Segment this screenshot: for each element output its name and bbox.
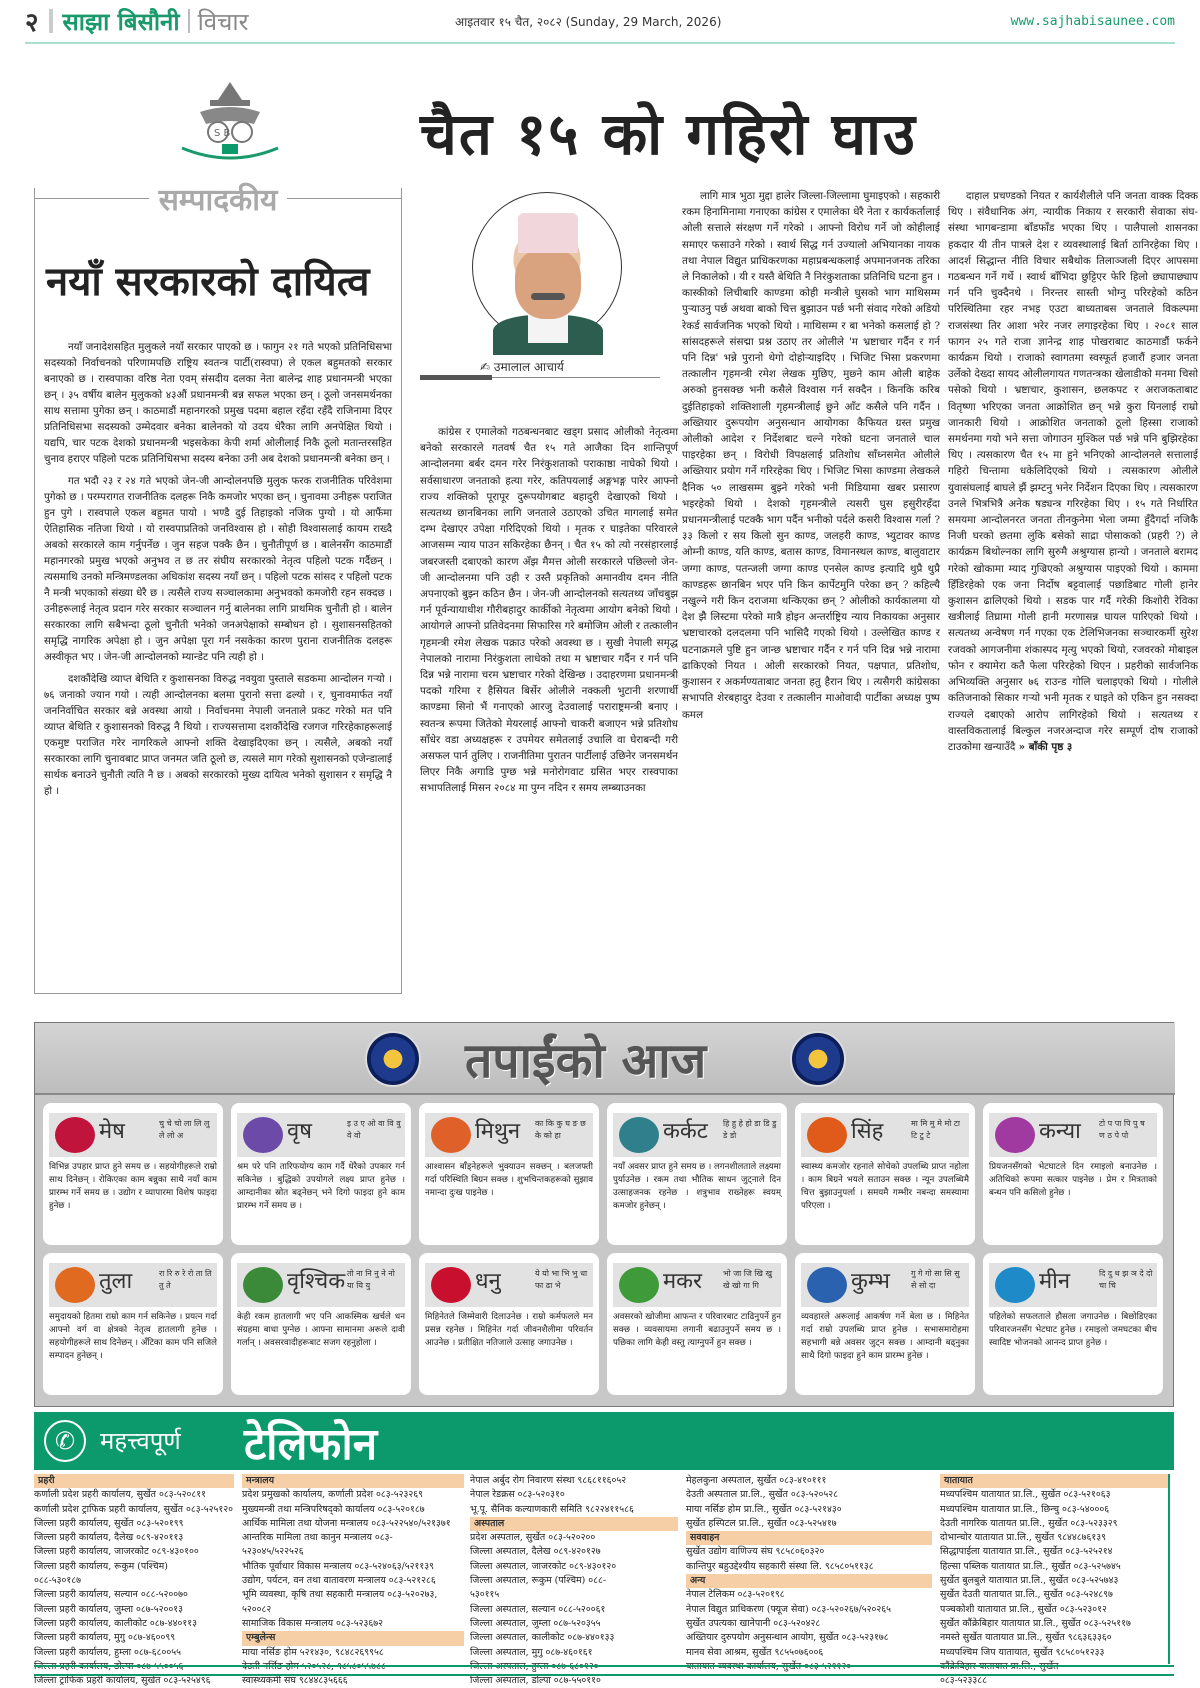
directory-entry: कौंक्रेबिहार यातायात प्रा.लि., सुर्खेत: [940, 1660, 1059, 1672]
directory-entry: आन्तरिक मामिला तथा कानुन मन्त्रालय ०८३-: [242, 1532, 393, 1544]
directory-entry: ५२३०४५/५२२५२६: [242, 1546, 304, 1558]
horoscope-card-header: [613, 1113, 781, 1157]
article-headline: चैत १५ को गहिरो घाउ: [420, 100, 917, 168]
horoscope-card-header: [989, 1263, 1157, 1307]
directory-entry: नेपाल विद्युत प्राधिकरण (फ्यूज सेवा) ०८३-५२०२६७/५२०२६५: [686, 1603, 892, 1615]
page-number: २: [25, 8, 39, 38]
zodiac-letters: का कि कु घ ङ छ के को हा: [535, 1119, 586, 1140]
zodiac-letters: रा रि रु रे रो ता ति तु ते: [159, 1269, 212, 1290]
directory-entry: जिल्ला अस्पताल, कालीकोट ०८७-४४०१३३: [470, 1632, 615, 1644]
horoscope-text: विभिन्न उपहार प्राप्त हुने समय छ । सहयोगीहरूले राम्रो साथ दिनेछन् । रोकिएका काम बन्नुका साथै नयाँ काम प्रारम्भ गर्ने समय छ । उद्योग र व्यापारमा विशेष फाइदा हुनेछ ।: [49, 1162, 217, 1211]
horoscope-card-header: [613, 1263, 781, 1307]
directory-heading: यातायात: [940, 1474, 1168, 1488]
article-column-2: लागि मात्र भुठा मुद्दा हालेर जिल्ला-जिल्लामा घुमाइएको । सहकारी रकम हिनामिनामा गनाएका कांग्रेस र एमालेका धेरै नेता र कार्यकर्तालाई ओली सत्ताले संरक्षण गर्ने गरेको । आफ्नो विरोध गर्ने जो कोहीलाई समाएर फसाउने गरेको । स्वार्थ सिद्ध गर्न उज्यालो अभियानका नायक तथा नेपाल विद्युत प्राधिकरणका महाप्रबन्धकलाई अपमानजनक तरिका ले निकालेको । यी र यस्तै बेथिति नै निरंकुशताका प्रतिनिधि घटना हुन । कास्कीको लिचीबारि काण्डमा कोही मन्त्रीले घुसको भाग माथिसम्म पुऱ्याउनु पर्छ अथवा बाको चित्त बुझाउन पर्छ भनी संवाद गरेको अडियो रेकर्ड सार्वजनिक भएको थियो । माथिसम्म र बा भनेको कसलाई हो ? सांसदहरूले संसद्मा प्रश्न उठाए तर ओलीले 'म भ्रष्टाचार गर्दैन र गर्न पनि दिन्न' भन्ने पुरानो थेगो दोहोऱ्याइदिए । भिजिट भिसा प्रकरणमा तत्कालीन गृहमन्त्री रमेश लेखक मुछिए, मुछ्ने काम ओली बाहेक अरुको हुनसक्छ भनी कसैले विश्वास गर्न सक्दैन । किनकि करिब दुईतिहाइको शक्तिशाली गृहमन्त्रीलाई छुने आँट कसैले पनि गर्दैन । अख्तियार दुरूपयोग अनुसन्धान आयोगका कैफियत ग्रस्त प्रमुख ओलीको आदेश र निर्देशबाट चल्ने गरेको घटना जनताले चाल पाइरहेका छन् । विरोधी विपक्षलाई प्रतिशोध साँध्नसमेत ओलीले अख्तियार प्रयोग गर्ने गरिरहेका थिए । भिजिट भिसा काण्डमा लेखकले दैनिक ५० लाखसम्म बुझ्ने गरेको भनी मिडियामा खबर प्रसारण भइरहेको थियो । देशको गृहमन्त्रीले त्यसरी घुस हसुरीरहँदा प्रधानमन्त्रीलाई पटक्कै भाग पर्दैन भनीको पर्दले कसरी विश्वास गर्ला ? ३३ किलो र सय किलो सुन काण्ड, जलहरी काण्ड, भ्युटावर काण्ड ओम्नी काण्ड, यति काण्ड, बतास काण्ड, विमानस्थल काण्ड, बालुवाटार जग्गा काण्ड, पतन्जली जग्गा काण्ड एनसेल काण्ड इत्यादि थुप्रै थुप्रै काण्डहरू छानबिन भएर पनि किन कार्पेटमुनि परेका छन् ? कहिल्यै नखुल्ने गरी किन दराजमा थन्किएका छन् ? ओलीको कार्यकालमा यो देश झेै लिस्टमा परेको मात्रै होइन अन्तर्राष्ट्रिय न्याय निकायका अनुसार भ्रष्टाचारको दलदलमा पनि भासिदै गएको थियो । उल्लेखित काण्ड र घटनाक्रमले पुष्टि हुन जान्छ भ्रष्टाचार गर्दैन र गर्न पनि दिन्न भन्ने नारामा ढाकिएको नियत । ओली सरकारको नियत, पक्षपात, प्रतिशोध, कुशासन र अकर्मण्यताबाट जनता हतु हैरान थिए । त्यसैगरी कांग्रेसका सभापति शेरबहादुर देउवा र तत्कालीन माओवादी पार्टीका अध्यक्ष पुष्प कमल: [682, 190, 940, 721]
directory-column: [242, 1474, 464, 1687]
svg-text:S B: S B: [214, 128, 231, 139]
horoscope-section: [34, 1022, 1174, 1407]
horoscope-card-header: [425, 1263, 593, 1307]
directory-entry: जिल्ला प्रहरी कार्यालय, सल्यान ०८८-५२००७०: [34, 1589, 188, 1601]
zodiac-sign-icon: [55, 1267, 95, 1303]
directory-entry: नेपाल अर्बुद रोग निवारण संस्था ९८६८११६०५२: [470, 1475, 627, 1486]
issue-date: आइतवार १५ चैत, २०८२ (Sunday, 29 March, 2026): [455, 14, 722, 29]
horoscope-text: पहिलेको सफलताले हौसला जगाउनेछ । बिछोडिएका परिवारजनसँग भेटघाट हुनेछ । रमाइलो जमघटका बीच स्वादिष्ट भोजनको आनन्द प्राप्त हुनेछ ।: [989, 1312, 1157, 1348]
directory-entry: जिल्ला प्रहरी कार्यालय, डोल्पा ०८७-५५००५६: [34, 1660, 184, 1672]
author-byline: ✍ उमालाल आचार्य: [480, 360, 564, 374]
website-link[interactable]: www.sajhabisaunee.com: [1010, 13, 1175, 29]
directory-entry: सुर्खेत उपत्यका खानेपानी ०८३-५२०४२८: [686, 1617, 821, 1629]
horoscope-card: [419, 1103, 599, 1245]
directory-entry: जिल्ला ट्राफिक प्रहरी कार्यालय, सुर्खेत ०८३-५२५४९६: [34, 1675, 211, 1687]
horoscope-card-header: [49, 1263, 217, 1307]
directory-entry: ५३०११५: [470, 1589, 500, 1601]
zodiac-sign-name: धनु: [475, 1269, 501, 1294]
zodiac-sign-icon: [619, 1117, 659, 1153]
zodiac-letters: मा मि मु मे मो टा टि टु टे: [911, 1119, 960, 1140]
pen-icon: ✍: [480, 360, 494, 374]
directory-entry: सुर्खेत कौंक्रेबिहार यातायात प्रा.लि., सुर्खेत ०८३-५२५११७: [940, 1617, 1131, 1629]
directory-entry: जिल्ला अस्पताल, हुम्ला ०८७-६८०१२०: [470, 1660, 599, 1672]
directory-heading: प्रहरी: [34, 1474, 234, 1488]
directory-rule: [34, 1665, 1174, 1667]
horoscope-card-header: [237, 1113, 405, 1157]
horoscope-card: [795, 1103, 975, 1245]
directory-column: [470, 1474, 678, 1687]
phone-icon: ✆: [44, 1420, 86, 1462]
directory-entry: जिल्ला अस्पताल, डोल्पा ०८७-५५०११०: [470, 1675, 601, 1687]
directory-entry: जिल्ला प्रहरी कार्यालय, मुगु ०८७-४६००९९: [34, 1632, 176, 1644]
zodiac-wheel-icon: [790, 1031, 846, 1087]
directory-entry: माया नर्सिङ होम ५२१४३०, ९८४८२६९९५८: [242, 1646, 384, 1658]
paper-logo-icon: [170, 78, 290, 168]
directory-entry: मध्यपश्चिम जिप यातायात, सुर्खेत ९८५८०५१२३३: [940, 1646, 1105, 1658]
article-column-3: दाहाल प्रचण्डको नियत र कार्यशैलीले पनि जनता वाक्क दिक्क थिए । संवैधानिक अंग, न्यायीक निकाय र सरकारी सेवाका संघ-संस्था भागबन्डामा बाँडफाँड भएका थिए । पालैपालो शासनका हकदार यी तीन पात्रले देश र व्यवस्थालाई बिर्ता ठानिरहेका थिए । आदर्श सिद्धान्त नीति विचार सबैथोक तिलाञ्जली दिएर आपसमा गठबन्धन गर्ने गर्थे । स्वार्थ बाँभिदा छुट्टिएर फेरि हिलो छ्यापाछ्याप गर्न पनि चुक्दैनथे । निरन्तर सास्ती भोग्नु परिरहेको कठिन परिस्थितिमा रहर नभइ एउटा बाध्यताबस जनताले विकल्पमा राजसंस्था तिर आशा भरेर नजर लगाइरहेका थिए । २०८१ साल फागन २५ गते राजा ज्ञानेन्द्र शाह पोखराबाट काठमाडौं फर्कने कार्यक्रम थियो । राजाको स्वागतमा स्वस्फूर्त हजारौं हजार जनता उर्लेको देख्दा सायद ओलीलगायत गणतन्त्रका खेलाडीको मनमा चिसो पसेको थियो । भ्रष्टाचार, कुशासन, छलकपट र अराजकताबाट वितृष्णा भरिएका जनता आक्रोशित छन् भन्ने कुरा यिनलाई राम्रो जानकारी थियो । आक्रोशित जनताको ठूलो हिस्सा राजाको समर्थनमा गयो भने सत्ता जोगाउन मुश्किल पर्छ भन्ने पनि बुझिरहेका थिए । त्यसकारण चैत १५ मा हुने भनिएको आन्दोलनले सत्तालाई गहिरो चिन्तामा धकेलिदिएको थियो । त्यसकारण ओलीले युवासंघलाई बाघले झैं झम्टनु भनेर निर्देशन दिएका थिए । त्यसकारण उनले भित्रभित्रै अनेक षड्यन्त्र गरिरहेका थिए । १५ गते निर्धारित समयमा आन्दोलनरत जनता तीनकुनेमा भेला जम्मा हुँदैगर्दा नजिकै निजी घरको छतमा लुकि बसेको साद्रा पोसाकको (प्रहरी ?) ले कार्यक्रम बिथोल्नका लागि सुरुमै अश्रुग्यास हान्यो । जनताले बरामद गरेको खोकामा म्याद गुज्रिएको अश्रुग्यास पाइएको थियो । काममा हिँडिरहेको एक जना निर्दोष बट्टवालाई पछाडिबाट गोली हानेर कुशासन ढालिएको थियो । सडक पार गर्दै गरेकी किशोरी रेविका खत्रीलाई तिघ्रामा गोली हानी मरणासन्न घायल पारिएको थियो । सत्यतथ्य अन्वेषण गर्न गएका एक टेलिभिजनका सञ्चारकर्मी सुरेश रजवको आगजनीमा शंकास्पद मृत्यु भएको थियो, रजवरको मोबाइल फोन र क्यामेरा कतै फेला परिरहेको थिएन । प्रहरीको सार्वजनिक अभिव्यक्ति अनुसार ७६ राउन्ड गोलि चलाइएको थियो । गोलीले कतिजनाको सिकार गऱ्यो भनी मृतक र घाइते को एकिन हुन नसक्दा राज्यले दबाएको आरोप लागिरहेको थियो । सत्यतथ्य र वास्तविकतालाई बिल्कुल नजरअन्दाज गरेर सम्पूर्ण दोष राजाको टाउकोमा खन्याउँदै » बाँकी पृष्ठ ३: [948, 190, 1198, 753]
directory-entry: उद्योग, पर्यटन, वन तथा वातावरण मन्त्रालय ०८३-५२१२८६: [242, 1575, 436, 1587]
editorial-paragraph: नयाँ जनादेशसहित मुलुकले नयाँ सरकार पाएको छ । फागुन २१ गते भएको प्रतिनिधिसभा सदस्यको निर्वाचनको परिणामपछि राष्ट्रिय स्वतन्त्र पार्टी(रास्वपा) ले एकल बहुमतको सरकार बनाएको छ । रास्वपाका वरिष्ठ नेता एवम् संसदीय दलका नेता बालेन्द्र शाह प्रधानमन्त्री भएका छन् । ३५ वर्षीय बालेन मुलुकको ४३औं प्रधानमन्त्री बन्न सफल भएका छन् । ठूलो जनसमर्थनका साथ सत्तामा पुगेका छन् । काठमाडौं महानगरको प्रमुख पदमा बहाल रहँदा रहँदै राजिनामा दिएर प्रतिनिधिसभा सदस्यको उम्मेदवार बनेका बालेनको यो उदय धेरैका लागि अनपेक्षित थियो । यद्यपि, चार पटक देशको प्रधानमन्त्री भइसकेका केपी शर्मा ओलीलाई निकै ठूलो मतान्तरसहित चुनाव हराएर पहिलो पटक प्रतिनिधिसभा सदस्य बनेका उनी अब देशको प्रधानमन्त्री बनेका छन् ।: [44, 342, 392, 465]
zodiac-letters: ये यो भा भि भु धा फा ढा भे: [535, 1269, 588, 1290]
horoscope-card: [795, 1253, 975, 1395]
horoscope-text: मिहिनेतले जिम्मेवारी दिलाउनेछ । राम्रो कर्मफलले मन प्रसन्न रहनेछ । मिहिनेत गर्दा जीवनशैलीमा परिवर्तन आउनेछ । प्रतीक्षित नतिजाले उत्साह जगाउनेछ ।: [425, 1312, 593, 1348]
horoscope-text: केही रकम हातलागी भए पनि आकस्मिक खर्चले धन संग्रहमा बाधा पुग्नेछ । आफ्ना सामानमा अरूले दावी गर्लान् । अवसरवादीहरूबाट सजग रहनुहोला ।: [237, 1312, 405, 1348]
horoscope-card: [231, 1103, 411, 1245]
directory-entry: देउती अस्पताल प्रा.लि., सुर्खेत ०८३-५२०५२८: [686, 1489, 838, 1501]
directory-heading: अस्पताल: [470, 1517, 678, 1531]
telephone-title: टेलिफोन: [244, 1419, 378, 1470]
directory-entry: यातायात व्यवस्था कार्यालय, सुर्खेत ०८३-५२११२०: [686, 1660, 852, 1672]
directory-entry: भूमि व्यवस्था, कृषि तथा सहकारी मन्त्रालय ०८३-५२०२७३,: [242, 1589, 438, 1601]
directory-entry: मध्यपश्चिम यातायात प्रा.लि., छिन्चु ०८३-५४०००६: [940, 1503, 1110, 1515]
directory-entry: जिल्ला अस्पताल, सल्यान ०८८-५२००६१: [470, 1603, 606, 1615]
zodiac-sign-name: सिंह: [851, 1119, 884, 1144]
horoscope-card: [983, 1253, 1163, 1395]
directory-entry: कर्णाली प्रदेश प्रहरी कार्यालय, सुर्खेत ०८३-५२०८११: [34, 1489, 207, 1501]
horoscope-text: समुदायको हितमा राम्रो काम गर्न सकिनेछ । प्रयत्न गर्दा आफ्नो वर्ग वा क्षेत्रको नेतृत्व हातलागी हुनेछ । सहयोगीहरूले साथ दिनेछन् । अँटिका काम पनि सजिले सम्पादन हुनेछन् ।: [49, 1312, 218, 1361]
directory-entry: हिल्सा पब्लिक यातायात प्रा.लि., सुर्खेत ०८३-५२५७४५: [940, 1560, 1121, 1572]
directory-entry: माया नर्सिङ होम प्रा.लि., सुर्खेत ०८३-५२१४३०: [686, 1503, 842, 1515]
directory-entry: जिल्ला प्रहरी कार्यालय, जुम्ला ०८७-५२००१३: [34, 1603, 184, 1615]
directory-column: [34, 1474, 234, 1687]
horoscope-card: [607, 1103, 787, 1245]
zodiac-sign-name: कुम्भ: [851, 1269, 890, 1294]
zodiac-sign-icon: [243, 1267, 283, 1303]
directory-heading: सववाहन: [686, 1531, 932, 1545]
paper-name: साझा बिसौनी: [62, 7, 180, 36]
directory-entry: सुर्खेत देउती यातायात प्रा.लि., सुर्खेत ०८३-५२४८९७: [940, 1589, 1113, 1601]
directory-entry: अख्तियार दुरुपयोग अनुसन्धान आयोग, सुर्खेत ०८३-५२३१७८: [686, 1632, 889, 1644]
directory-entry: सिद्धापाईला यातायात प्रा.लि., सुर्खेत ०८३-५२५२१४: [940, 1546, 1113, 1558]
horoscope-card-header: [49, 1113, 217, 1157]
zodiac-letters: भो जा जि खि खु खे खो गा गि: [723, 1269, 773, 1290]
directory-entry: जिल्ला प्रहरी कार्यालय, सुर्खेत ०८३-५२०१९९: [34, 1517, 184, 1529]
directory-entry: देउती नागरिक यातायत प्रा.लि., सुर्खेत ०८३-५२३३२९: [940, 1517, 1118, 1529]
zodiac-letters: चु चे चो ला लि लु ले लो अ: [159, 1119, 210, 1140]
zodiac-sign-icon: [995, 1267, 1035, 1303]
directory-entry: ०८३-५२३३८८: [940, 1675, 988, 1687]
zodiac-sign-icon: [243, 1117, 283, 1153]
horoscope-card: [419, 1253, 599, 1395]
directory-entry: नेपाल रेडक्रस ०८३-५२०३१०: [470, 1489, 565, 1501]
zodiac-letters: टो प पा पि पु ष ण ठ पे पो: [1099, 1119, 1145, 1140]
horoscope-card-header: [801, 1263, 969, 1307]
horoscope-card-header: [801, 1113, 969, 1157]
horoscope-text: अवसरको खोजीमा आफन्त र परिवारबाट टाढिनुपर्ने हुन सक्छ । व्यवसायमा लगानी बढाउनुपर्ने समय छ । पछिका लागि केही वस्तु त्याग्नुपर्ने हुन सक्छ ।: [613, 1312, 781, 1348]
directory-entry: जिल्ला अस्पताल, रूकुम (पश्चिम) ०८८-: [470, 1575, 607, 1587]
horoscope-text: नयाँ अवसर प्राप्त हुने समय छ । लगनशीलताले लक्ष्यमा पुर्याउनेछ । रकम तथा भौतिक साधन जुट्नाले दिन उत्साहजनक रहनेछ । शत्रुभाव राख्नेहरू स्वयम् कमजोर हुनेछन् ।: [613, 1162, 781, 1211]
zodiac-sign-icon: [807, 1117, 847, 1153]
editorial-body: [44, 340, 392, 806]
directory-entry: ०८८-५३०१८७: [34, 1575, 82, 1587]
zodiac-sign-name: वृष: [287, 1119, 312, 1144]
section-name: विचार: [197, 7, 249, 36]
telephone-banner: [34, 1412, 1174, 1470]
directory-heading: मन्त्रालय: [242, 1474, 464, 1488]
directory-column: [940, 1474, 1170, 1687]
horoscope-card: [43, 1103, 223, 1245]
directory-entry: भू.पू. सैनिक कल्याणकारी समिति ९८२२४११५८६: [470, 1503, 634, 1515]
directory-entry: कान्तिपुर बहुउद्देश्यीय सहकारी संस्था लि. ९८५८०५११३८: [686, 1560, 874, 1572]
directory-entry: जिल्ला अस्पताल, जाजरकोट ०८९-४३०१२०: [470, 1560, 617, 1572]
horoscope-card-header: [237, 1263, 405, 1307]
zodiac-sign-icon: [431, 1267, 471, 1303]
directory-entry: सुर्खेत हस्पिटल प्रा.लि., सुर्खेत ०८३-५२५४१७: [686, 1517, 837, 1529]
directory-entry: जिल्ला अस्पताल, जुम्ला ०८७-५२०३५५: [470, 1617, 601, 1629]
directory-entry: दोभान्चोर यातायात प्रा.लि., सुर्खेत ९८४४८७६१३९: [940, 1532, 1106, 1544]
editorial-paragraph: दशकौंदेखि व्याप्त बेथिति र कुशासनका विरुद्ध नवयुवा पुस्ताले सडकमा आन्दोलन गऱ्यो । ७६ जनाको ज्यान गयो । त्यही आन्दोलनका बलमा पुरानो सत्ता ढल्यो । र, चुनावमार्फत नयाँ जननिर्वाचित सरकार बन्ने अवस्था आयो । निर्वाचनमा नेपाली जनताले प्रकट गरेको मत पनि व्याप्त बेथिति र कुशासनको विरुद्ध नै थियो । राज्यसत्तामा दशकौंदेखि रजगज गरिरहेकाहरूलाई एकमुष्ट पराजित गरेर नागरिकले आफ्नो शक्ति देखाइदिएका छन् । त्यसैले, अबको नयाँ सरकारका लागि चुनावबाट प्राप्त जनमत जति ठूलो छ, त्यसले माग गरेको सुशासनको एजेन्डालाई सार्थक बनाउने चुनौती त्यति नै छ । अबको सरकारको मुख्य दायित्व भनेको सुशासन र समृद्धि नै हो ।: [44, 674, 392, 797]
zodiac-sign-name: कन्या: [1039, 1119, 1081, 1144]
directory-heading: एम्बुलेन्स: [242, 1631, 464, 1645]
page-header: [25, 0, 1175, 44]
horoscope-text: स्वास्थ्य कमजोर रहनाले सोचेको उपलब्धि प्राप्त नहोला । काम बिग्रने भयले सताउन सक्छ । न्यून उपलब्धिमै चित्त बुझाउनुपर्ला । समयमै गम्भीर नबन्दा समस्यामा परिएला ।: [801, 1162, 969, 1211]
directory-entry: ५२००८२: [242, 1603, 272, 1615]
horoscope-card-header: [425, 1113, 593, 1157]
directory-entry: स्वास्थ्यकर्मी संघ ९८४४८३५६६६: [242, 1675, 348, 1687]
zodiac-letters: हि हु हे हो डा डि डु डे डो: [723, 1119, 777, 1140]
editorial-title: नयाँ सरकारको दायित्व: [46, 258, 370, 305]
horoscope-card: [607, 1253, 787, 1395]
horoscope-card: [43, 1253, 223, 1395]
horoscope-card-header: [989, 1113, 1157, 1157]
directory-entry: जिल्ला अस्पताल, मुगु ०८७-४६०१६१: [470, 1646, 593, 1658]
telephone-subtitle: महत्त्वपूर्ण: [100, 1427, 181, 1455]
editorial-label: सम्पादकीय: [34, 178, 402, 219]
horoscope-card: [231, 1253, 411, 1395]
zodiac-wheel-icon: [365, 1031, 421, 1087]
header-divider: [188, 9, 190, 33]
directory-entry: पञ्चकोशी यातायात प्रा.लि., सुर्खेत ०८३-५२३०१२: [940, 1603, 1107, 1615]
directory-entry: सुर्खेत बुलबुले यातायात प्रा.लि., सुर्खेत ०८३-५२५७४३: [940, 1575, 1119, 1587]
horoscope-text: प्रियजनसँगको भेटघाटले दिन रमाइलो बनाउनेछ । अतिथिको रूपमा सत्कार पाइनेछ । प्रेम र मित्रताको बन्धन पनि कसिलो हुनेछ ।: [989, 1162, 1157, 1198]
author-photo: [472, 192, 622, 342]
horoscope-text: श्रम परे पनि तारिफयोग्य काम गर्दै धेरैको उपकार गर्न सकिनेछ । बुद्धिको उपयोगले लक्ष्य प्राप्त हुनेछ । आम्दानीका स्रोत बढ्नेछन् भने दिगो फाइदा हुने काम प्रारम्भ गर्ने समय छ ।: [237, 1162, 405, 1211]
directory-entry: प्रदेश प्रमुखको कार्यालय, कर्णाली प्रदेश ०८३-५२३२६९: [242, 1489, 424, 1501]
editorial-paragraph: गत भदौ २३ र २४ गते भएको जेन-जी आन्दोलनपछि मुलुक फरक राजनीतिक परिवेशमा पुगेको छ । परम्परागत राजनीतिक दलहरू निकै कमजोर भएका छन् । चुनावमा उनीहरू पराजित हुन पुगे । रास्वपाले एकल बहुमत पायो । भण्डै दुई तिहाइको नजिक पुग्यो । यो आफैंमा ऐतिहासिक नतिजा थियो । यो रास्वपाप्रतिको जनविश्वास हो । सोही विश्वासलाई कायम राख्दै अबको सरकारले काम गर्नुपर्नेछ । जुन सहज पक्कै छैन । चुनौतीपूर्ण छ । बालेनसँग काठमाडौं महानगरको प्रमुख भएको अनुभव त छ तर संघीय सरकारको नेतृत्व पहिलो पटक गर्दैछन् । त्यसमाथि उनको मन्त्रिमण्डलका अधिकांश सदस्य नयाँ छन् । पहिलो पटक सांसद र पहिलो पटक नै मन्त्री भएकाको संख्या धेरै छ । त्यसैले राज्य सञ्चालकामा अनुभवको कमजोरी रहन सक्दछ । उनीहरूलाई नेतृत्व प्रदान गरेर सरकार सञ्चालन गर्नु बालेनका लागि प्राथमिक चुनौती हो । बालेन सरकारका लागि सबैभन्दा ठूलो चुनौती भनेको जनअपेक्षाको सम्बोधन हो । सुशासनसहितको समृद्धि नागरिक अपेक्षा हो । जुन अपेक्षा पूरा गर्न नसकेका कारण पुराना राजनीतिक दलहरू अस्वीकृत भए । जेन-जी आन्दोलनको म्यान्डेट पनि त्यही हो ।: [44, 476, 392, 663]
directory-entry: कर्णाली प्रदेश ट्राफिक प्रहरी कार्यालय, सुर्खेत ०८३-५२५१२०: [34, 1503, 234, 1515]
article-column-1: कांग्रेस र एमालेको गठबन्धनबाट खड्ग प्रसाद ओलीको नेतृत्वमा बनेको सरकारले गतवर्ष चैत १५ गते आजैका दिन शान्तिपूर्ण आन्दोलनमा बर्बर दमन गरेर निरंकुशताको पराकाष्ठा नाघेको थियो । सर्वसाधारण जनताको हत्या गरेर, कतिपयलाई अङ्गभङ्ग पारेर आफ्नो राज्य शक्तिको पूरापूर दुरूपयोगबाट बहादुरी देखाएको थियो । सत्यतथ्य छानबिनका लागि जनताले उठाएको उचित मागलाई समेत दम्भ देखाएर उपेक्षा गरिदिएको थियो । मृतक र घाइतेका परिवारले आजसम्म न्याय पाउन सकिरहेका छैनन् । चैत १५ को त्यो नरसंहारलाई जबरजस्ती दबाएको कारण अँझ मैमत्त ओली सरकारले पछिल्लो जेन-जी आन्दोलनमा पनि उही र उस्तै प्रकृतिको अमानवीय दमन नीति अपनाएको बुझ्न कठिन छैन । जेन-जी आन्दोलनको सत्यतथ्य जाँचबुझ गर्न पूर्वन्यायाधीश गौरीबहादुर कार्कीको नेतृत्वमा आयोग बनेको थियो । आयोगले आफ्नो प्रतिवेदनमा सिफारिस गरे बमोजिम ओली र तत्कालीन गृहमन्त्री रमेश लेखक पक्राउ परेको अवस्था छ । सुखी नेपाली समृद्ध नेपालको नारामा निरंकुशता लाधेको तथा म भ्रष्टाचार गर्दैन र गर्न पनि दिन्न भन्ने नारामा चरम भ्रष्टाचार गरेको देखिन्छ । उदाहरणमा प्रधानमन्त्री पदको गरिमा र हैसियत बिर्सेर ओलीले नक्कली भुटानी शरणार्थी काण्डमा सिनो भैं गनाएको आरजु देउवालाई पराराष्ट्रमन्त्री बनाए । स्वतन्त्र रूपमा जितेको मेयरलाई आफ्नो चाकरी बजाएन भन्ने प्रतिशोध साँधेर वडा अध्यक्षहरू र उपमेयर समेतलाई उचालि वा घेराबन्दी गरी असफल पार्न तुलिए । राजनीतिमा पुरातन पार्टीलाई उछिनेर जनसमर्थन लिएर निकै अगाडि पुग्छ भन्ने मनोरोगवाट ग्रसित भएर रास्वपाका सभापतिलाई मिसन २०८४ मा पुग्न नदिन र समय लम्ब्याउनका: [420, 426, 678, 795]
directory-entry: जिल्ला प्रहरी कार्यालय, हुम्ला ०८७-६८००५५: [34, 1646, 182, 1658]
zodiac-sign-icon: [55, 1117, 95, 1153]
horoscope-text: व्यवहारले अरूलाई आकर्षण गर्ने बेला छ । मिहिनेत गर्दा राम्रो उपलब्धि प्राप्त हुनेछ । सभासमारोहमा सहभागी बन्ने अवसर जुट्न सक्छ । आम्दानी बढ्नुका साथै दिगो फाइदा हुने काम प्रारम्भ हुनेछ ।: [801, 1312, 969, 1361]
zodiac-sign-name: मेष: [99, 1119, 125, 1144]
zodiac-sign-name: मकर: [663, 1269, 703, 1294]
directory-entry: सामाजिक विकास मन्त्रालय ०८३-५२३६७२: [242, 1617, 384, 1629]
directory-entry: जिल्ला अस्पताल, दैलेख ०८९-४२०१२७: [470, 1546, 601, 1558]
horoscope-banner: [35, 1023, 1175, 1095]
directory-entry: आर्थिक मामिला तथा योजना मन्त्रालय ०८३-५२२५४०/५२१३७१: [242, 1517, 451, 1529]
directory-column: [686, 1474, 932, 1672]
zodiac-sign-name: मिथुन: [475, 1119, 521, 1144]
directory-entry: देउती नर्सिङ होम ५२०५२८, ९८५८०५५७८८: [242, 1660, 386, 1672]
directory-entry: मध्यपश्चिम यातायात प्रा.लि., सुर्खेत ०८३-५२१०६३: [940, 1489, 1111, 1501]
directory-entry: जिल्ला प्रहरी कार्यालय, रूकुम (पश्चिम): [34, 1560, 168, 1572]
directory-entry: नमस्ते सुर्खेत यातायात प्रा.लि., सुर्खेत ९८६३६३३६०: [940, 1632, 1112, 1644]
zodiac-sign-name: कर्कट: [663, 1119, 708, 1144]
zodiac-sign-icon: [995, 1117, 1035, 1153]
directory-heading: अन्य: [686, 1574, 932, 1588]
zodiac-sign-icon: [431, 1117, 471, 1153]
horoscope-card: [983, 1103, 1163, 1245]
directory-entry: मेहलकुना अस्पताल, सुर्खेत ०८३-४१०१११: [686, 1475, 827, 1486]
directory-entry: मानव सेवा आश्रम, सुर्खेत ९८५५०७६००६: [686, 1646, 824, 1658]
directory-entry: जिल्ला प्रहरी कार्यालय, दैलेख ०८९-४२०११३: [34, 1532, 184, 1544]
directory-entry: भौतिक पूर्वाधार विकास मन्त्रालय ०८३-५२४०६३/५२११३९: [242, 1560, 435, 1572]
zodiac-letters: इ उ ए ओ वा वि वु वे वो: [347, 1119, 401, 1140]
header-divider: [49, 9, 53, 33]
directory-entry: जिल्ला प्रहरी कार्यालय, कालीकोट ०८७-४४०११३: [34, 1617, 197, 1629]
directory-rule: [34, 1674, 1174, 1676]
horoscope-title: तपाईंको आज: [465, 1033, 707, 1089]
continued-link[interactable]: » बाँकी पृष्ठ ३: [1018, 740, 1073, 753]
zodiac-letters: तो ना नि नु ने नो या यि यु: [347, 1269, 395, 1290]
directory-entry: नेपाल टेलिकम ०८३-५२०१९८: [686, 1589, 785, 1601]
zodiac-letters: दि दु थ झ ञ दे दो चा चि: [1099, 1269, 1153, 1290]
zodiac-sign-name: वृश्चिक: [287, 1269, 346, 1294]
directory-entry: प्रदेश अस्पताल, सुर्खेत ०८३-५२०२००: [470, 1532, 596, 1544]
zodiac-sign-name: मीन: [1039, 1269, 1071, 1294]
zodiac-sign-icon: [619, 1267, 659, 1303]
zodiac-sign-name: तुला: [99, 1269, 133, 1294]
directory-entry: सुर्खेत उद्योग वाणिज्य संघ ९८५८०६०३२०: [686, 1546, 825, 1558]
horoscope-text: आश्वासन बाँड्नेहरूले भुक्याउन सक्छन् । बलजफ्ती गर्दा परिस्थिति बिग्रन सक्छ । शुभचिन्तकहरूको सुझाव नमान्दा दुःख पाइनेछ ।: [425, 1162, 593, 1198]
zodiac-sign-icon: [807, 1267, 847, 1303]
zodiac-letters: गु गे गो सा सि सु से सो दा: [911, 1269, 960, 1290]
directory-entry: जिल्ला प्रहरी कार्यालय, जाजरकोट ०८९-४३०१००: [34, 1546, 199, 1558]
directory-entry: मुख्यमन्त्री तथा मन्त्रिपरिषद्को कार्यालय ०८३-५२०१८७: [242, 1503, 425, 1515]
byline-rule-accent: [420, 375, 492, 380]
